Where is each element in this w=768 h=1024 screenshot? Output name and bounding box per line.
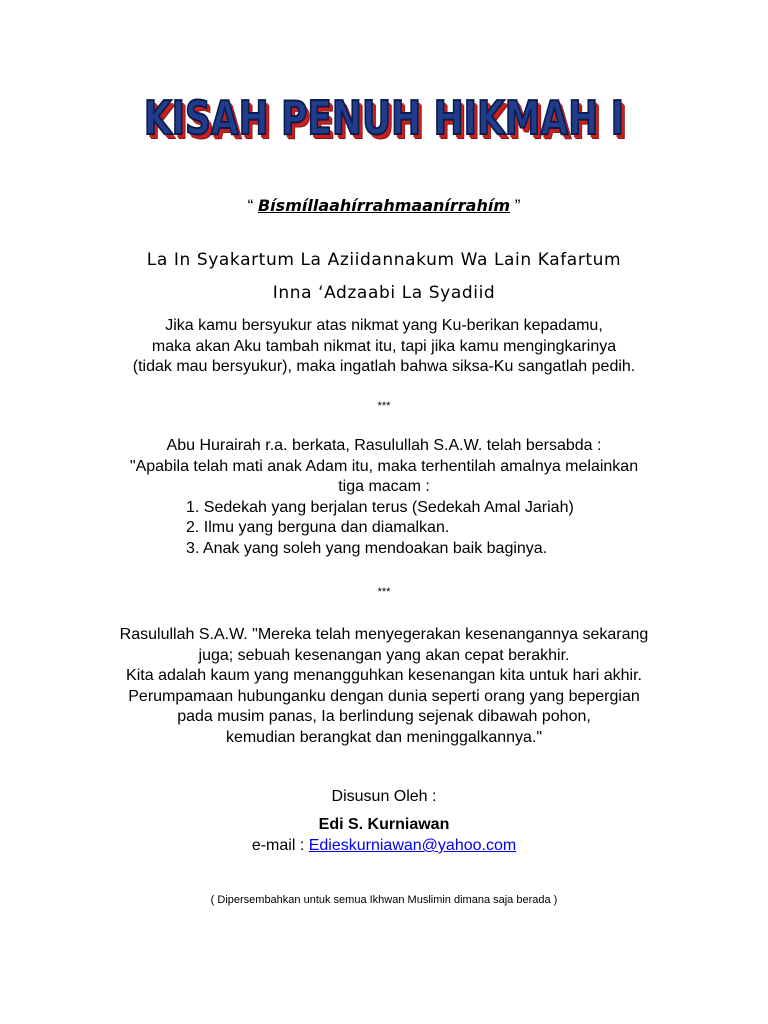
close-quote: ” bbox=[510, 196, 521, 215]
hadith-quote-line: tiga macam : bbox=[338, 478, 430, 495]
translation-line: maka akan Aku tambah nikmat itu, tapi jika kamu mengingkarinya bbox=[151, 337, 617, 355]
verse-line-1: La In Syakartum La Aziidannakum Wa Lain Kafartum bbox=[146, 250, 622, 270]
hadith-quote-line: "Apabila telah mati anak Adam itu, maka terhentilah amalnya melainkan bbox=[129, 457, 639, 475]
rasul-quote-line: Perumpamaan hubunganku dengan dunia seperti orang yang bepergian bbox=[128, 687, 640, 705]
rasul-quote-line: kemudian berangkat dan meninggalkannya." bbox=[225, 728, 543, 746]
hadith-list-item: 2. Ilmu yang berguna dan diamalkan. bbox=[186, 519, 450, 536]
hadith-block bbox=[0, 436, 768, 559]
hadith-intro: Abu Hurairah r.a. berkata, Rasulullah S.A.W. telah bersabda : bbox=[166, 437, 602, 454]
rasul-quote-line: pada musim panas, Ia berlindung sejenak dibawah pohon, bbox=[177, 708, 591, 725]
rasul-quote-line: Rasulullah S.A.W. "Mereka telah menyegerakan kesenangannya sekarang bbox=[119, 626, 649, 643]
translation-block bbox=[0, 316, 768, 378]
translation-line: (tidak mau bersyukur), maka ingatlah bahwa siksa-Ku sangatlah pedih. bbox=[132, 358, 636, 375]
bismillah-line bbox=[0, 196, 768, 216]
author-name: Edi S. Kurniawan bbox=[318, 816, 450, 833]
hadith-list-item: 1. Sedekah yang berjalan terus (Sedekah Amal Jariah) bbox=[186, 498, 574, 516]
rasul-quote-line: Kita adalah kaum yang menangguhkan kesenangan kita untuk hari akhir. bbox=[126, 667, 642, 684]
bismillah-text: Bísmíllaahírrahmaanírrahím bbox=[257, 196, 511, 215]
rasul-quote-line: juga; sebuah kesenangan yang akan cepat berakhir. bbox=[198, 646, 570, 664]
rasul-quote-block bbox=[0, 625, 768, 748]
open-quote: “ bbox=[247, 196, 258, 215]
separator: *** bbox=[377, 586, 391, 598]
email-link[interactable]: Edieskurniawan@yahoo.com bbox=[308, 837, 517, 854]
translation-line: Jika kamu bersyukur atas nikmat yang Ku-berikan kepadamu, bbox=[165, 317, 603, 334]
compiled-by-label: Disusun Oleh : bbox=[331, 788, 437, 805]
dedication-note: ( Dipersembahkan untuk semua Ikhwan Muslimin dimana saja berada ) bbox=[210, 894, 558, 906]
page-title: KISAH PENUH HIKMAH I bbox=[143, 91, 625, 145]
separator: *** bbox=[377, 400, 391, 412]
verse-line-2: Inna ‘Adzaabi La Syadiid bbox=[272, 283, 496, 303]
email-line bbox=[0, 837, 768, 855]
hadith-list-item: 3. Anak yang soleh yang mendoakan baik baginya. bbox=[186, 539, 548, 557]
email-label: e-mail : bbox=[251, 837, 309, 854]
